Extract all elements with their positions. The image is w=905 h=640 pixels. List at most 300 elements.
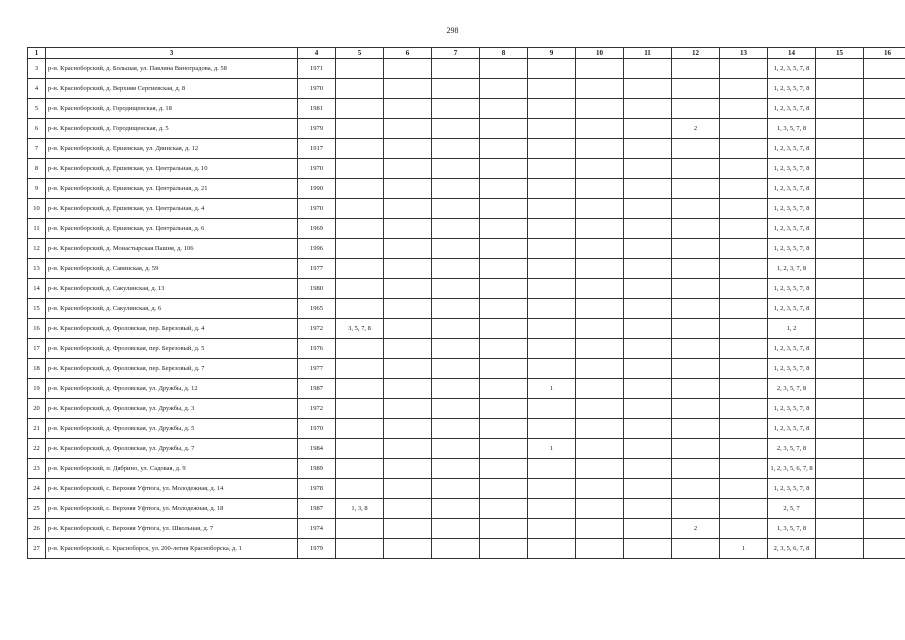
cell-c12: [672, 419, 720, 439]
cell-c5: [336, 359, 384, 379]
cell-empty: [480, 479, 528, 499]
cell-n: 5: [28, 99, 46, 119]
cell-address: р-н. Красноборский, п. Дябрино, ул. Садовая, д. 9: [46, 459, 298, 479]
cell-c5: 1, 3, 8: [336, 499, 384, 519]
cell-address: р-н. Красноборский, д. Ершевская, ул. Центральная, д. 10: [46, 159, 298, 179]
cell-empty: [384, 179, 432, 199]
cell-empty: [576, 359, 624, 379]
column-header: 5: [336, 48, 384, 59]
cell-n: 14: [28, 279, 46, 299]
cell-c9: [528, 199, 576, 219]
cell-empty: [384, 239, 432, 259]
cell-n: 18: [28, 359, 46, 379]
cell-empty: [624, 539, 672, 559]
cell-empty: [816, 99, 864, 119]
cell-empty: [384, 319, 432, 339]
cell-empty: [816, 499, 864, 519]
cell-empty: [624, 439, 672, 459]
cell-empty: [432, 279, 480, 299]
cell-c13: [720, 419, 768, 439]
cell-empty: [384, 279, 432, 299]
cell-c5: [336, 99, 384, 119]
cell-c14: 1, 2, 3, 5, 7, 8: [768, 399, 816, 419]
cell-address: р-н. Красноборский, д. Монастырская Пашня, д. 106: [46, 239, 298, 259]
cell-c13: [720, 359, 768, 379]
cell-empty: [480, 59, 528, 79]
cell-empty: [384, 539, 432, 559]
column-header: 11: [624, 48, 672, 59]
cell-address: р-н. Красноборский, д. Ершевская, ул. Двинская, д. 12: [46, 139, 298, 159]
column-header: 8: [480, 48, 528, 59]
cell-n: 16: [28, 319, 46, 339]
cell-c14: 1, 2, 3, 5, 7, 8: [768, 239, 816, 259]
cell-c9: [528, 279, 576, 299]
cell-address: р-н. Красноборский, д. Ершевская, ул. Центральная, д. 6: [46, 219, 298, 239]
table-row: [28, 539, 905, 559]
cell-address: р-н. Красноборский, д. Сакулинская, д. 6: [46, 299, 298, 319]
cell-empty: [816, 339, 864, 359]
cell-empty: [432, 519, 480, 539]
cell-c13: [720, 119, 768, 139]
cell-c14: 1, 2, 3, 5, 6, 7, 8: [768, 459, 816, 479]
cell-empty: [480, 279, 528, 299]
cell-empty: [624, 519, 672, 539]
cell-c5: [336, 399, 384, 419]
cell-c12: [672, 299, 720, 319]
cell-c12: [672, 319, 720, 339]
cell-c13: [720, 459, 768, 479]
cell-c9: [528, 139, 576, 159]
cell-year: 1970: [298, 79, 336, 99]
cell-c14: 1, 2, 3, 5, 7, 8: [768, 179, 816, 199]
cell-empty: [864, 99, 905, 119]
cell-c13: [720, 379, 768, 399]
table-row: [28, 319, 905, 339]
cell-c14: 1, 2, 3, 5, 7, 8: [768, 359, 816, 379]
cell-c14: 1, 2, 3, 5, 7, 8: [768, 99, 816, 119]
cell-c12: [672, 219, 720, 239]
table-row: [28, 459, 905, 479]
cell-empty: [816, 259, 864, 279]
cell-empty: [816, 279, 864, 299]
cell-c14: 1, 2, 3, 5, 7, 8: [768, 199, 816, 219]
cell-empty: [816, 59, 864, 79]
cell-c12: [672, 379, 720, 399]
cell-empty: [576, 519, 624, 539]
cell-empty: [816, 179, 864, 199]
table-row: [28, 139, 905, 159]
table-row: [28, 299, 905, 319]
cell-empty: [624, 139, 672, 159]
cell-c13: 1: [720, 539, 768, 559]
cell-c5: [336, 459, 384, 479]
cell-c14: 2, 3, 5, 6, 7, 8: [768, 539, 816, 559]
cell-empty: [384, 259, 432, 279]
cell-empty: [432, 99, 480, 119]
cell-n: 12: [28, 239, 46, 259]
cell-c9: [528, 179, 576, 199]
cell-year: 1979: [298, 119, 336, 139]
column-header: 15: [816, 48, 864, 59]
cell-empty: [576, 139, 624, 159]
cell-empty: [480, 519, 528, 539]
cell-empty: [576, 539, 624, 559]
cell-empty: [624, 79, 672, 99]
cell-c12: [672, 179, 720, 199]
cell-c9: [528, 519, 576, 539]
cell-empty: [432, 179, 480, 199]
cell-year: 1917: [298, 139, 336, 159]
cell-c9: [528, 219, 576, 239]
cell-empty: [816, 199, 864, 219]
cell-c13: [720, 399, 768, 419]
cell-c5: [336, 379, 384, 399]
cell-c9: [528, 459, 576, 479]
cell-empty: [480, 359, 528, 379]
cell-n: 24: [28, 479, 46, 499]
cell-n: 22: [28, 439, 46, 459]
cell-empty: [432, 379, 480, 399]
cell-empty: [432, 439, 480, 459]
cell-c5: [336, 239, 384, 259]
cell-empty: [432, 479, 480, 499]
cell-empty: [384, 399, 432, 419]
cell-empty: [432, 139, 480, 159]
cell-year: 1969: [298, 219, 336, 239]
cell-empty: [480, 399, 528, 419]
cell-c12: [672, 59, 720, 79]
cell-c12: [672, 279, 720, 299]
cell-empty: [576, 219, 624, 239]
cell-empty: [864, 59, 905, 79]
cell-c13: [720, 259, 768, 279]
cell-c13: [720, 199, 768, 219]
cell-year: 1989: [298, 459, 336, 479]
cell-empty: [432, 359, 480, 379]
cell-empty: [624, 359, 672, 379]
column-header: 3: [46, 48, 298, 59]
cell-empty: [576, 339, 624, 359]
table-row: [28, 499, 905, 519]
cell-empty: [384, 119, 432, 139]
table-header-row: [28, 48, 905, 59]
cell-c12: [672, 339, 720, 359]
cell-c14: 2, 3, 5, 7, 8: [768, 439, 816, 459]
cell-empty: [432, 119, 480, 139]
cell-empty: [432, 499, 480, 519]
cell-empty: [624, 199, 672, 219]
cell-address: р-н. Красноборский, с. Красноборск, ул. 200-летия Красноборска, д. 1: [46, 539, 298, 559]
cell-empty: [864, 419, 905, 439]
cell-c5: [336, 279, 384, 299]
cell-c13: [720, 279, 768, 299]
cell-year: 1987: [298, 499, 336, 519]
cell-year: 1981: [298, 99, 336, 119]
cell-empty: [816, 379, 864, 399]
column-header: 7: [432, 48, 480, 59]
table-row: [28, 159, 905, 179]
cell-address: р-н. Красноборский, с. Верхняя Уфтюга, ул. Молодежная, д. 18: [46, 499, 298, 519]
cell-c5: [336, 299, 384, 319]
cell-empty: [576, 499, 624, 519]
column-header: 16: [864, 48, 905, 59]
cell-c14: 1, 2, 3, 5, 7, 8: [768, 59, 816, 79]
cell-n: 25: [28, 499, 46, 519]
cell-empty: [384, 419, 432, 439]
cell-empty: [816, 159, 864, 179]
cell-c13: [720, 139, 768, 159]
cell-year: 1970: [298, 419, 336, 439]
cell-empty: [480, 379, 528, 399]
cell-c12: [672, 99, 720, 119]
cell-c12: [672, 239, 720, 259]
cell-empty: [384, 199, 432, 219]
cell-c9: [528, 479, 576, 499]
cell-year: 1979: [298, 539, 336, 559]
cell-empty: [480, 139, 528, 159]
cell-n: 4: [28, 79, 46, 99]
cell-year: 1990: [298, 179, 336, 199]
cell-c5: [336, 339, 384, 359]
cell-empty: [384, 339, 432, 359]
cell-empty: [576, 99, 624, 119]
column-header: 6: [384, 48, 432, 59]
cell-empty: [624, 99, 672, 119]
cell-c13: [720, 439, 768, 459]
cell-empty: [864, 319, 905, 339]
cell-n: 19: [28, 379, 46, 399]
table-row: [28, 339, 905, 359]
cell-c5: [336, 519, 384, 539]
cell-empty: [384, 499, 432, 519]
cell-address: р-н. Красноборский, д. Городищенская, д. 5: [46, 119, 298, 139]
cell-empty: [624, 399, 672, 419]
cell-empty: [432, 259, 480, 279]
cell-n: 7: [28, 139, 46, 159]
cell-c14: 2, 3, 5, 7, 8: [768, 379, 816, 399]
cell-c9: [528, 359, 576, 379]
cell-c12: [672, 539, 720, 559]
cell-address: р-н. Красноборский, д. Сакулинская, д. 13: [46, 279, 298, 299]
cell-empty: [432, 299, 480, 319]
cell-year: 1980: [298, 279, 336, 299]
cell-year: 1987: [298, 379, 336, 399]
cell-empty: [576, 399, 624, 419]
cell-c9: [528, 399, 576, 419]
cell-c12: [672, 439, 720, 459]
cell-address: р-н. Красноборский, д. Ершевская, ул. Центральная, д. 4: [46, 199, 298, 219]
table-row: [28, 239, 905, 259]
cell-empty: [576, 319, 624, 339]
cell-empty: [816, 479, 864, 499]
cell-empty: [432, 199, 480, 219]
cell-year: 1970: [298, 199, 336, 219]
column-header: 12: [672, 48, 720, 59]
cell-year: 1978: [298, 479, 336, 499]
column-header: 10: [576, 48, 624, 59]
cell-c14: 1, 3, 5, 7, 8: [768, 519, 816, 539]
cell-empty: [432, 419, 480, 439]
cell-n: 26: [28, 519, 46, 539]
cell-c12: [672, 499, 720, 519]
cell-empty: [576, 239, 624, 259]
cell-empty: [480, 179, 528, 199]
cell-empty: [432, 399, 480, 419]
cell-empty: [864, 539, 905, 559]
cell-empty: [624, 419, 672, 439]
cell-c12: [672, 79, 720, 99]
cell-empty: [432, 239, 480, 259]
cell-empty: [384, 159, 432, 179]
cell-empty: [384, 59, 432, 79]
cell-empty: [624, 259, 672, 279]
cell-empty: [576, 259, 624, 279]
cell-empty: [480, 499, 528, 519]
cell-empty: [624, 299, 672, 319]
column-header: 9: [528, 48, 576, 59]
table-row: [28, 519, 905, 539]
cell-address: р-н. Красноборский, д. Большая, ул. Павлина Виноградова, д. 58: [46, 59, 298, 79]
cell-empty: [576, 479, 624, 499]
cell-c13: [720, 299, 768, 319]
cell-empty: [864, 479, 905, 499]
cell-address: р-н. Красноборский, д. Городищенская, д. 18: [46, 99, 298, 119]
cell-empty: [864, 339, 905, 359]
cell-c9: [528, 419, 576, 439]
cell-c9: [528, 159, 576, 179]
cell-empty: [624, 339, 672, 359]
cell-empty: [384, 439, 432, 459]
cell-empty: [816, 79, 864, 99]
table-row: [28, 119, 905, 139]
cell-year: 1984: [298, 439, 336, 459]
cell-empty: [864, 79, 905, 99]
cell-year: 1965: [298, 299, 336, 319]
cell-empty: [864, 179, 905, 199]
cell-empty: [384, 79, 432, 99]
cell-empty: [384, 99, 432, 119]
cell-year: 1977: [298, 359, 336, 379]
cell-c9: [528, 239, 576, 259]
cell-empty: [816, 359, 864, 379]
cell-c5: [336, 419, 384, 439]
cell-c12: [672, 199, 720, 219]
cell-address: р-н. Красноборский, д. Верхняя Сергиевская, д. 8: [46, 79, 298, 99]
cell-c14: 1, 2, 3, 5, 7, 8: [768, 299, 816, 319]
cell-c13: [720, 99, 768, 119]
cell-address: р-н. Красноборский, д. Фроловская, пер. Березовый, д. 5: [46, 339, 298, 359]
cell-c5: [336, 119, 384, 139]
cell-empty: [624, 379, 672, 399]
cell-address: р-н. Красноборский, д. Фроловская, пер. Березовый, д. 7: [46, 359, 298, 379]
cell-empty: [480, 339, 528, 359]
cell-n: 21: [28, 419, 46, 439]
cell-c14: 1, 2, 3, 5, 7, 8: [768, 479, 816, 499]
cell-empty: [624, 459, 672, 479]
cell-address: р-н. Красноборский, д. Фроловская, пер. Березовый, д. 4: [46, 319, 298, 339]
table-row: [28, 359, 905, 379]
cell-c5: [336, 139, 384, 159]
cell-empty: [432, 339, 480, 359]
cell-address: р-н. Красноборский, д. Ершевская, ул. Центральная, д. 21: [46, 179, 298, 199]
cell-c9: [528, 499, 576, 519]
cell-c9: [528, 119, 576, 139]
cell-empty: [624, 499, 672, 519]
cell-empty: [480, 459, 528, 479]
cell-empty: [816, 299, 864, 319]
cell-c9: 1: [528, 439, 576, 459]
cell-c14: 1, 2, 3, 5, 7, 8: [768, 159, 816, 179]
cell-c12: [672, 159, 720, 179]
cell-year: 1972: [298, 399, 336, 419]
cell-c9: [528, 259, 576, 279]
cell-empty: [384, 479, 432, 499]
cell-c14: 1, 2, 3, 5, 7, 8: [768, 139, 816, 159]
cell-c9: [528, 319, 576, 339]
cell-empty: [432, 319, 480, 339]
table-row: [28, 79, 905, 99]
cell-empty: [864, 439, 905, 459]
cell-empty: [576, 79, 624, 99]
cell-c12: 2: [672, 119, 720, 139]
cell-empty: [864, 279, 905, 299]
cell-address: р-н. Красноборский, с. Верхняя Уфтюга, ул. Молодежная, д. 14: [46, 479, 298, 499]
cell-year: 1977: [298, 259, 336, 279]
cell-address: р-н. Красноборский, д. Фроловская, ул. Дружбы, д. 12: [46, 379, 298, 399]
cell-empty: [816, 239, 864, 259]
cell-c9: [528, 539, 576, 559]
table-body: [28, 59, 905, 559]
cell-c9: 1: [528, 379, 576, 399]
cell-empty: [864, 239, 905, 259]
cell-c12: [672, 459, 720, 479]
cell-c12: [672, 479, 720, 499]
cell-empty: [384, 459, 432, 479]
cell-year: 1971: [298, 59, 336, 79]
cell-empty: [864, 259, 905, 279]
cell-c12: [672, 399, 720, 419]
cell-c13: [720, 59, 768, 79]
cell-c9: [528, 99, 576, 119]
column-header: 1: [28, 48, 46, 59]
page-number: 298: [446, 26, 459, 35]
cell-empty: [576, 199, 624, 219]
cell-empty: [864, 119, 905, 139]
cell-c13: [720, 79, 768, 99]
cell-c5: [336, 539, 384, 559]
cell-empty: [864, 379, 905, 399]
cell-empty: [576, 419, 624, 439]
cell-c12: [672, 259, 720, 279]
cell-empty: [624, 479, 672, 499]
cell-c14: 1, 2, 3, 5, 7, 8: [768, 419, 816, 439]
cell-n: 27: [28, 539, 46, 559]
cell-empty: [480, 299, 528, 319]
cell-empty: [480, 259, 528, 279]
table-row: [28, 419, 905, 439]
cell-empty: [864, 399, 905, 419]
cell-year: 1974: [298, 519, 336, 539]
cell-empty: [816, 219, 864, 239]
cell-empty: [384, 519, 432, 539]
cell-empty: [384, 379, 432, 399]
cell-empty: [816, 459, 864, 479]
column-header: 14: [768, 48, 816, 59]
cell-empty: [864, 139, 905, 159]
cell-c13: [720, 519, 768, 539]
cell-c5: [336, 79, 384, 99]
cell-empty: [816, 539, 864, 559]
